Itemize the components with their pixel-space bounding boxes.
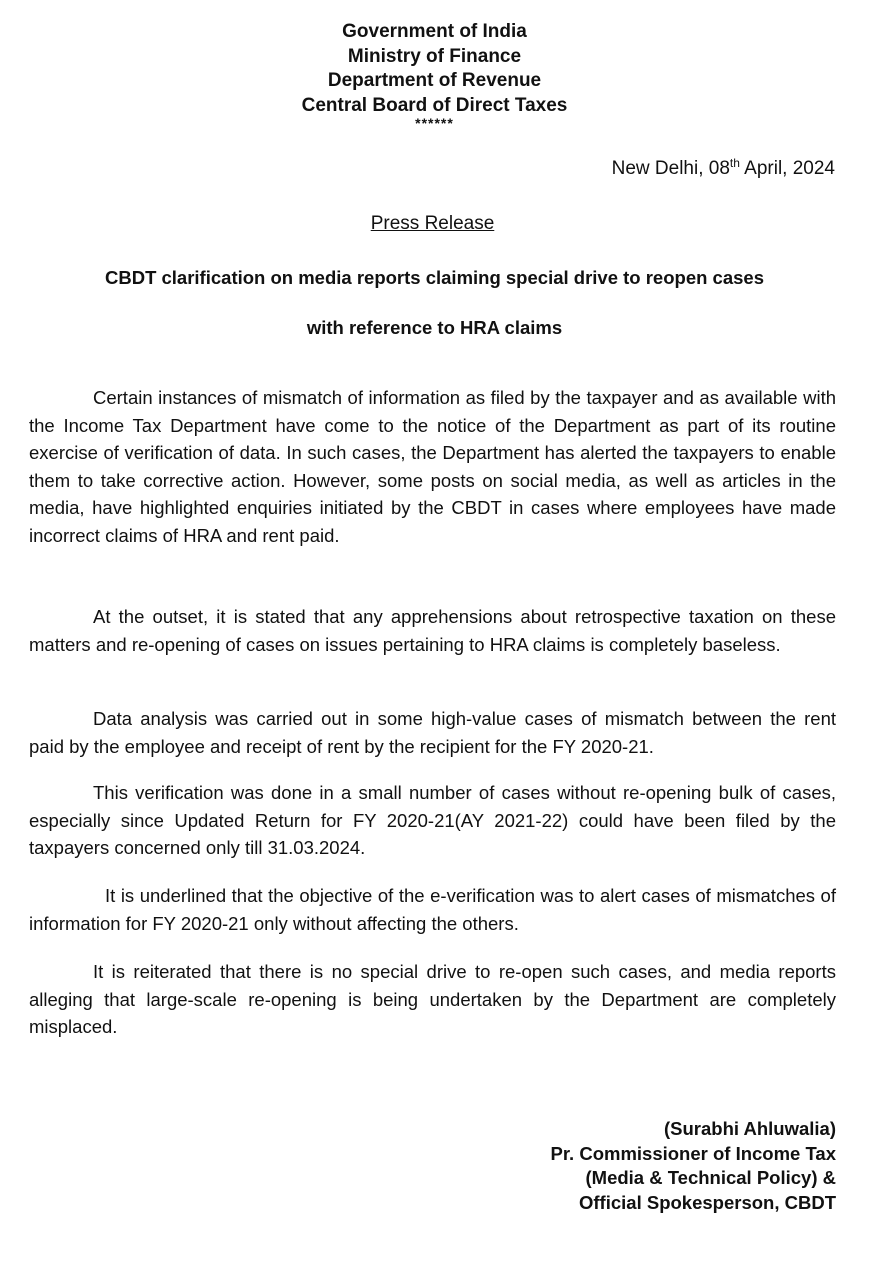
paragraph-1 (29, 384, 836, 549)
paragraph-text: It is reiterated that there is no special drive to re-open such cases, and media reports alleging that large-scale re-opening is being undertaken by the Department are completely misplaced. (29, 961, 836, 1037)
letterhead-government: Government of India (342, 21, 527, 42)
letterhead-ministry: Ministry of Finance (347, 45, 522, 67)
paragraph-text: This verification was done in a small number of cases without re-opening bulk of cases, especially since Updated Return for FY 2020-21(AY 2021-22) could have been filed by the taxpayers concerned only till 31.03.2024. (29, 782, 836, 858)
letterhead (0, 20, 869, 130)
subject-line-1: CBDT clarification on media reports claiming special drive to reopen cases (104, 267, 764, 288)
paragraph-text: Data analysis was carried out in some high-value cases of mismatch between the rent paid by the employee and receipt of rent by the recipient for the FY 2020-21. (29, 708, 836, 757)
dateline-suffix: April, 2024 (739, 158, 835, 179)
paragraph-5 (29, 882, 836, 937)
signatory-name: (Surabhi Ahluwalia) (664, 1118, 836, 1139)
dateline-superscript: th (729, 156, 740, 170)
subject-line-2: with reference to HRA claims (306, 317, 563, 338)
paragraph-6 (29, 958, 836, 1041)
dateline-prefix: New Delhi, 08 (611, 158, 730, 179)
paragraph-text: At the outset, it is stated that any apprehensions about retrospective taxation on these matters and re-opening of cases on issues pertaining to HRA claims is completely baseless. (29, 606, 836, 655)
signatory-division: (Media & Technical Policy) & (585, 1167, 836, 1188)
paragraph-4 (29, 779, 836, 862)
signatory-role: Official Spokesperson, CBDT (579, 1191, 836, 1213)
letterhead-separator: ****** (415, 115, 454, 131)
paragraph-text: Certain instances of mismatch of information as filed by the taxpayer and as available with the Income Tax Department have come to the notice of the Department as part of its routine exercise of verification of data. In such cases, the Department has alerted the taxpayers to enable them to take corrective action. However, some posts on social media, as well as articles in the media, have highlighted enquiries initiated by the CBDT in cases where employees have made incorrect claims of HRA and rent paid. (29, 387, 836, 546)
signatory-designation: Pr. Commissioner of Income Tax (550, 1142, 836, 1164)
letterhead-board: Central Board of Direct Taxes (301, 94, 568, 116)
letterhead-department: Department of Revenue (327, 70, 542, 91)
press-release-heading: Press Release (370, 213, 495, 234)
paragraph-text: It is underlined that the objective of the e-verification was to alert cases of mismatches of information for FY 2020-21 only without affecting the others. (29, 885, 836, 934)
dateline (612, 157, 835, 181)
paragraph-3 (29, 705, 836, 760)
paragraph-2 (29, 603, 836, 658)
signature-block (551, 1117, 836, 1215)
